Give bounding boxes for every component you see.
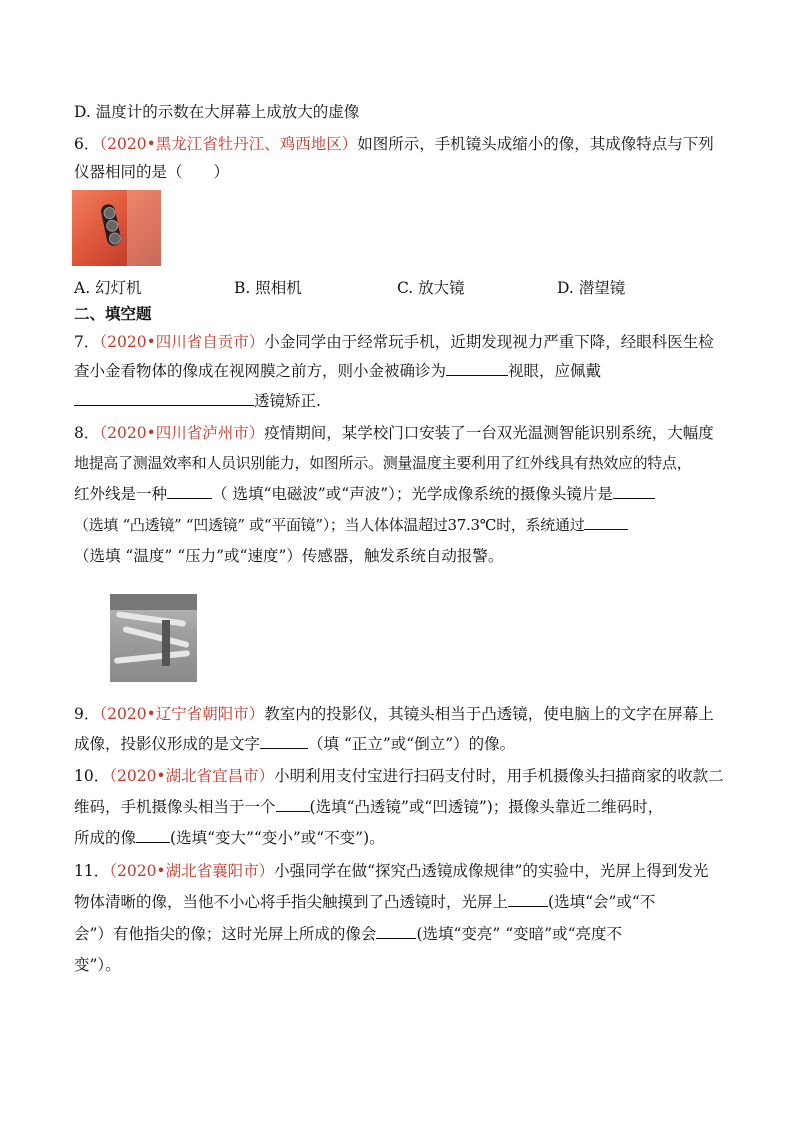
question-number: 8． [74,424,100,442]
question-text: 小强同学在做“探究凸透镜成像规律”的实验中，光屏上得到发光 [274,862,709,880]
section-heading: 二、填空题 [74,304,152,323]
question-number: 10． [74,767,110,785]
question-text: 透镜矫正. [254,392,321,410]
question-8-line-4 [74,515,734,535]
question-number: 11． [74,862,110,880]
question-text: 红外线是一种 [74,485,168,503]
question-number: 7． [74,333,100,351]
option-a: A. 幻灯机 [74,279,142,297]
railing-shape [114,650,190,664]
answer-blank[interactable] [376,924,416,939]
question-8-line-1 [74,423,734,443]
question-9-line-1 [74,704,734,724]
question-7-line-1 [74,332,734,352]
question-source: （2020•四川省自贡市） [99,333,265,351]
temperature-scanner-photo [110,594,197,682]
photo-glare [127,190,161,266]
question-text: (选填“变大”“变小”或“不变”)。 [170,829,385,847]
question-11-line-2 [74,892,734,912]
camera-lens-icon [105,219,119,233]
question-10-line-2 [74,797,734,817]
option-d-line: D. 温度计的示数在大屏幕上成放大的虚像 [74,103,360,121]
question-text: (选填“变亮” “变暗”或“亮度不 [416,925,623,943]
option-b: B. 照相机 [234,279,302,297]
question-number: 6． [74,135,100,153]
question-7-line-3 [74,391,734,411]
question-text: 视眼，应佩戴 [508,362,602,380]
scanner-post-shape [162,620,170,666]
railing-shape [116,611,186,627]
question-source: （2020•辽宁省朝阳市） [99,705,265,723]
question-10-line-1 [74,766,734,786]
answer-blank[interactable] [167,484,212,499]
question-text: 查小金看物体的像成在视网膜之前方，则小金被确诊为 [74,362,447,380]
answer-blank[interactable] [74,391,254,406]
camera-lens-icon [102,206,116,220]
question-11-line-1 [74,861,734,881]
answer-blank[interactable] [260,734,308,749]
question-source: （2020•湖北省宜昌市） [109,767,275,785]
question-source: （2020•四川省泸州市） [99,424,265,442]
question-text: 成像，投影仪形成的是文字 [74,735,261,753]
option-c: C. 放大镜 [397,279,465,297]
question-10-line-3 [74,828,734,848]
question-11-line-4: 变”）。 [74,956,121,974]
question-text: 教室内的投影仪，其镜头相当于凸透镜，使电脑上的文字在屏幕上 [264,705,714,723]
question-text: 小明利用支付宝进行扫码支付时，用手机摄像头扫描商家的收款二 [274,767,724,785]
answer-blank[interactable] [136,828,170,843]
phone-camera-photo [72,190,161,266]
question-source: （2020•黑龙江省牡丹江、鸡西地区） [99,135,358,153]
question-text: 物体清晰的像，当他不小心将手指尖触摸到了凸透镜时，光屏上 [74,893,509,911]
question-number: 9． [74,705,100,723]
answer-blank[interactable] [446,361,508,376]
question-text: 会”）有他指尖的像；这时光屏上所成的像会 [74,925,377,943]
camera-module-icon [100,203,122,247]
question-text: 如图所示，手机镜头成缩小的像，其成像特点与下列 [357,135,714,153]
question-text: 小金同学由于经常玩手机，近期发现视力严重下降，经眼科医生检 [264,333,714,351]
question-text: 所成的像 [74,829,137,847]
question-6-line-2: 仪器相同的是（ ） [74,163,230,181]
photo-background [110,594,197,610]
question-text: (选填“凸透镜”或“凹透镜”)；摄像头靠近二维码时， [309,798,664,816]
question-text: （填 “正立”或“倒立”）的像。 [308,735,516,753]
question-text: 维码，手机摄像头相当于一个 [74,798,276,816]
answer-blank[interactable] [584,515,628,530]
railing-shape [122,626,189,648]
question-text: 疫情期间，某学校门口安装了一台双光温测智能识别系统，大幅度 [264,424,714,442]
answer-blank[interactable] [613,484,655,499]
question-source: （2020•湖北省襄阳市） [109,862,275,880]
camera-lens-icon [108,231,122,245]
answer-blank[interactable] [508,892,548,907]
question-text: (选填“会”或“不 [548,893,656,911]
answer-blank[interactable] [276,797,310,812]
question-7-line-2 [74,361,734,381]
option-d: D. 潜望镜 [557,279,626,297]
question-8-line-2: 地提高了测温效率和人员识别能力，如图所示。测量温度主要利用了红外线具有热效应的特点， [74,454,692,472]
question-11-line-3 [74,924,734,944]
question-text: （ 选填“电磁波”或“声波”）；光学成像系统的摄像头镜片是 [212,485,613,503]
question-8-line-3 [74,484,734,504]
question-9-line-2 [74,734,734,754]
question-6-line-1 [74,134,734,154]
question-text: （选填 “凸透镜” “凹透镜” 或“平面镜”）；当人体体温超过37.3℃时，系统通过 [74,516,585,534]
question-8-line-5: （选填 “温度” “压力”或“速度”）传感器，触发系统自动报警。 [74,547,504,565]
